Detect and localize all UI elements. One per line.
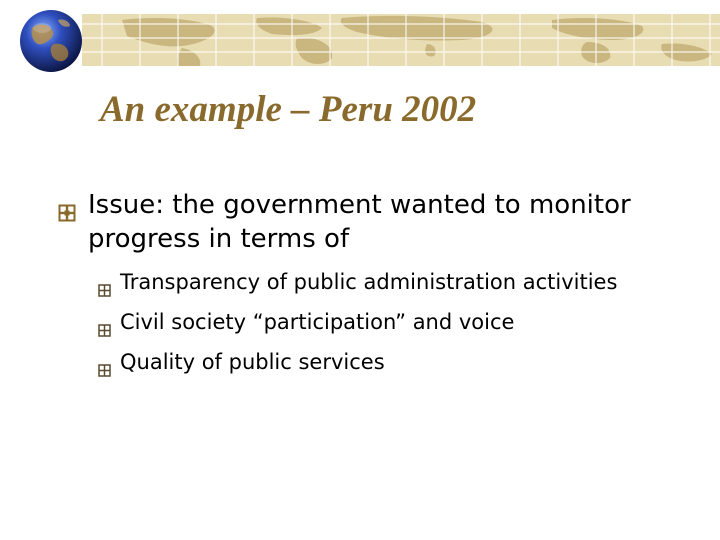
slide-title: An example – Peru 2002 bbox=[100, 89, 477, 130]
sub-bullet-text: Quality of public services bbox=[120, 350, 385, 374]
main-bullet bbox=[58, 188, 678, 256]
square-cross-sub-bullet-icon bbox=[98, 316, 111, 345]
sub-bullet-list bbox=[98, 268, 688, 388]
main-bullet-text: Issue: the government wanted to monitor progress in terms of bbox=[88, 190, 631, 254]
square-cross-sub-bullet-icon bbox=[98, 356, 111, 385]
globe-icon bbox=[18, 8, 84, 74]
world-map-graphic bbox=[82, 14, 720, 66]
sub-bullet-item bbox=[98, 308, 688, 337]
sub-bullet-text: Transparency of public administration activities bbox=[120, 270, 618, 294]
sub-bullet-item bbox=[98, 268, 688, 297]
sub-bullet-text: Civil society “participation” and voice bbox=[120, 310, 515, 334]
square-cross-sub-bullet-icon bbox=[98, 276, 111, 305]
world-map-banner bbox=[82, 14, 720, 66]
square-cross-bullet-icon bbox=[58, 197, 76, 231]
sub-bullet-item bbox=[98, 348, 688, 377]
